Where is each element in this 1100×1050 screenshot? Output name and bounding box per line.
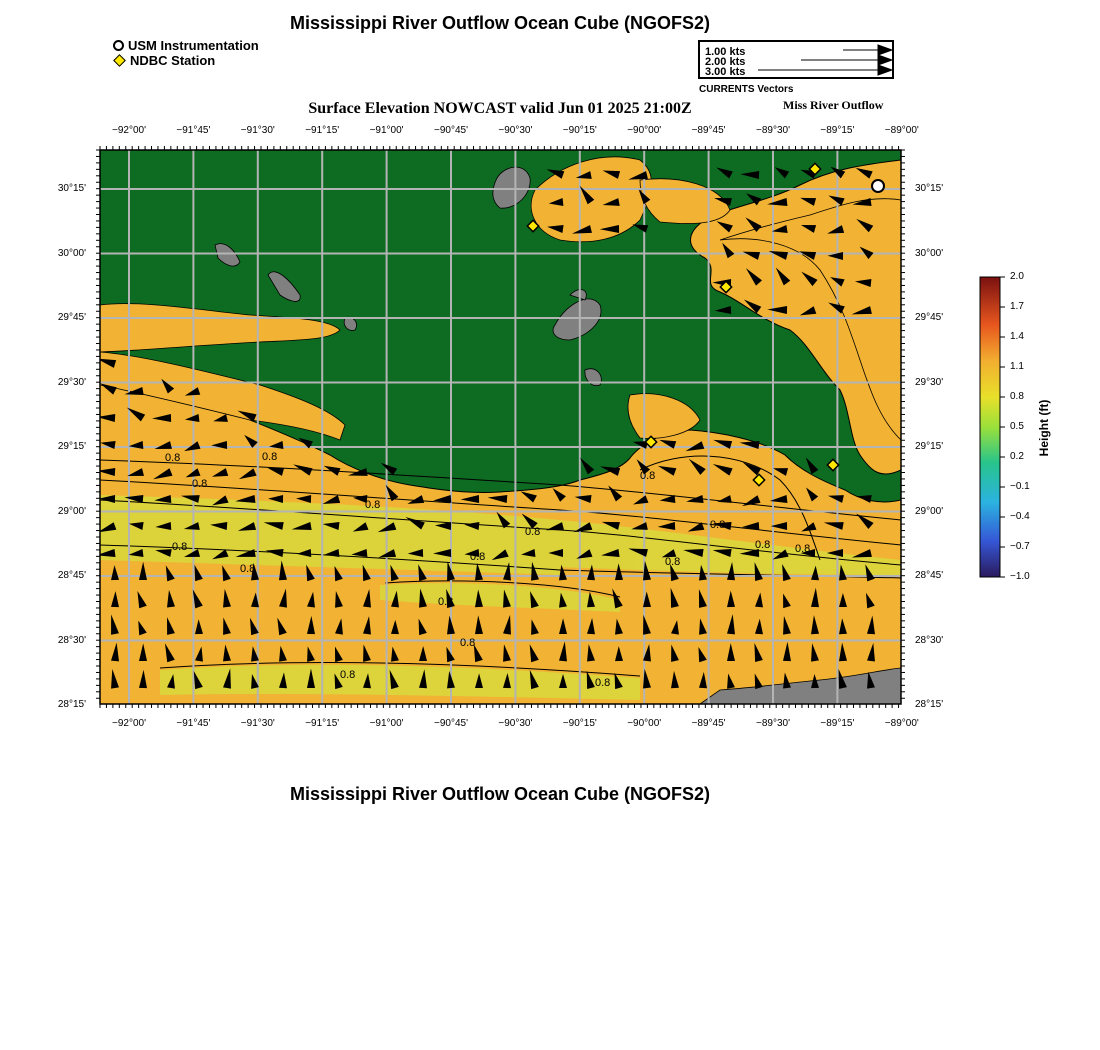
lon-tick-label: −91°30': [240, 125, 275, 136]
map-title: Surface Elevation NOWCAST valid Jun 01 2025 21:00Z: [308, 100, 692, 117]
lon-tick-label: −91°45': [176, 125, 211, 136]
lon-tick-label: −90°00': [627, 718, 662, 729]
contour-label: 0.8: [438, 596, 454, 608]
lat-tick-label: 28°45': [57, 570, 86, 581]
footer-title: Mississippi River Outflow Ocean Cube (NGOFS2): [289, 784, 711, 804]
lon-tick-label: −91°00': [369, 718, 404, 729]
contour-label: 0.8: [595, 677, 611, 689]
lon-tick-label: −91°15': [305, 718, 340, 729]
colorbar-tick-label: 0.5: [1010, 421, 1024, 432]
colorbar-gradient: [980, 277, 1000, 577]
vector-label-2: 2.00 kts: [705, 56, 746, 68]
contour-label: 0.8: [165, 452, 181, 464]
contour-label: 0.8: [240, 563, 256, 575]
lon-tick-label: −90°45': [434, 125, 468, 136]
page-title: Mississippi River Outflow Ocean Cube (NGOFS2): [289, 13, 711, 33]
lat-tick-label: 28°45': [915, 570, 944, 581]
lon-tick-label: −89°30': [756, 718, 790, 729]
lon-tick-label: −90°15': [562, 125, 597, 136]
colorbar-tick-label: 1.1: [1010, 361, 1024, 372]
lat-tick-label: 29°45': [915, 312, 944, 323]
lon-tick-label: −90°00': [627, 125, 662, 136]
contour-label: 0.8: [460, 637, 476, 649]
lon-tick-label: −91°30': [240, 718, 275, 729]
lon-tick-label: −90°15': [562, 718, 597, 729]
contour-label: 0.8: [710, 519, 726, 531]
lon-tick-label: −91°45': [176, 718, 211, 729]
lat-tick-label: 28°15': [915, 699, 944, 710]
vectors-caption: CURRENTS Vectors: [699, 84, 794, 95]
lon-tick-label: −90°30': [498, 718, 533, 729]
region-label: Miss River Outflow: [783, 98, 884, 112]
colorbar-tick-label: −0.7: [1010, 541, 1030, 552]
colorbar-tick-label: −1.0: [1010, 571, 1030, 582]
lat-tick-label: 30°15': [915, 183, 944, 194]
lon-tick-label: −92°00': [112, 125, 146, 136]
lat-tick-label: 29°00': [915, 505, 944, 517]
legend-usm-label: USM Instrumentation: [128, 38, 259, 53]
lat-tick-label: 28°30': [57, 634, 86, 646]
contour-label: 0.8: [262, 451, 278, 463]
colorbar: [975, 270, 1015, 585]
colorbar-tick-label: −0.1: [1010, 481, 1030, 492]
vector-label-1: 1.00 kts: [705, 46, 746, 58]
usm-station-marker: [872, 180, 884, 192]
lon-tick-label: −89°15': [820, 718, 855, 729]
legend-ndbc-label: NDBC Station: [130, 53, 216, 68]
vector-label-3: 3.00 kts: [705, 66, 746, 78]
lat-tick-label: 30°00': [915, 247, 944, 259]
contour-label: 0.8: [172, 541, 188, 553]
lon-tick-label: −90°45': [434, 718, 468, 729]
colorbar-tick-label: 0.2: [1010, 451, 1024, 462]
lon-tick-label: −91°15': [305, 125, 340, 136]
colorbar-tick-label: 1.7: [1010, 301, 1024, 312]
contour-label: 0.8: [525, 526, 541, 538]
contour-label: 0.8: [365, 499, 381, 511]
lon-tick-label: −92°00': [112, 718, 146, 729]
colorbar-title: Height (ft): [1037, 399, 1051, 457]
lat-tick-label: 28°15': [57, 699, 86, 710]
lat-tick-label: 29°00': [57, 505, 86, 517]
lon-tick-label: −89°45': [691, 125, 726, 136]
lat-tick-label: 30°00': [57, 247, 86, 259]
contour-label: 0.8: [192, 478, 208, 490]
colorbar-tick-label: −0.4: [1010, 511, 1030, 522]
lat-tick-label: 30°15': [57, 183, 86, 194]
contour-label: 0.8: [665, 556, 681, 568]
contour-label: 0.8: [795, 543, 811, 555]
lon-tick-label: −89°30': [756, 125, 790, 136]
lon-tick-label: −89°00': [884, 125, 919, 136]
colorbar-tick-label: 2.0: [1010, 271, 1024, 282]
contour-label: 0.8: [640, 470, 656, 482]
lon-tick-label: −89°15': [820, 125, 855, 136]
lon-tick-label: −90°30': [498, 125, 533, 136]
lat-tick-label: 29°45': [57, 312, 86, 323]
lat-tick-label: 29°15': [57, 441, 86, 452]
lon-tick-label: −89°45': [691, 718, 726, 729]
lon-tick-label: −91°00': [369, 125, 404, 136]
lat-tick-label: 29°30': [57, 376, 86, 388]
contour-label: 0.8: [755, 539, 771, 551]
colorbar-tick-label: 0.8: [1010, 391, 1024, 402]
lon-tick-label: −89°00': [884, 718, 919, 729]
contour-label: 0.8: [340, 669, 356, 681]
colorbar-tick-label: 1.4: [1010, 331, 1024, 342]
lat-tick-label: 29°30': [915, 376, 944, 388]
lat-tick-label: 29°15': [915, 441, 944, 452]
contour-label: 0.8: [470, 551, 486, 563]
lat-tick-label: 28°30': [915, 634, 944, 646]
